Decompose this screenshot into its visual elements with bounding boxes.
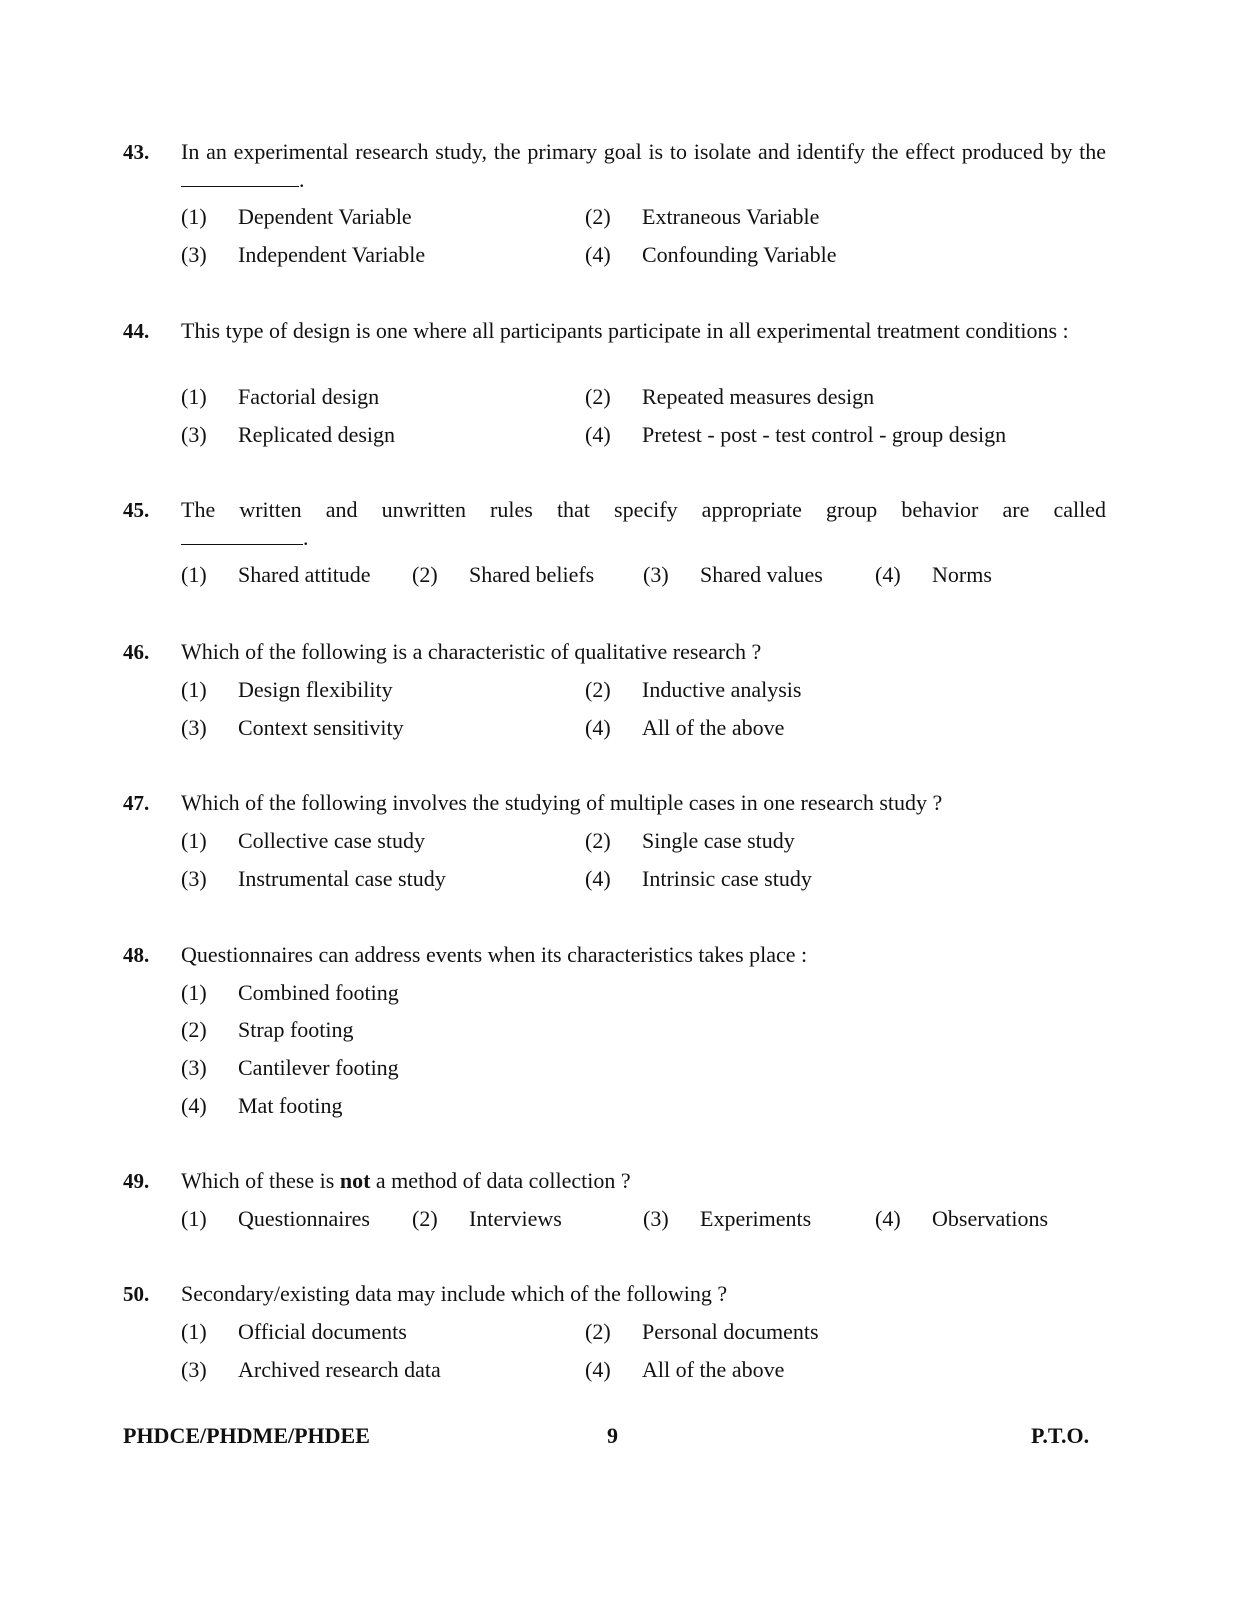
option-number: (2) (585, 204, 611, 229)
option-number: (2) (585, 1319, 611, 1344)
question-number: 50. (123, 1282, 150, 1306)
option-number: (1) (181, 562, 207, 587)
question-text (181, 1167, 1106, 1195)
question-number: 45. (123, 498, 150, 522)
option-text: Shared values (700, 562, 823, 587)
answer-blank (181, 526, 303, 545)
question-text-part: . (299, 167, 305, 192)
option-number: (3) (643, 562, 669, 587)
option-number: (4) (181, 1093, 207, 1118)
option-text: Shared attitude (238, 562, 371, 587)
option-text: Experiments (700, 1206, 812, 1231)
question-text: This type of design is one where all participants participate in all experimental treatment conditions : (181, 318, 1069, 343)
question-text-part: The written and unwritten rules that specify appropriate group behavior are called (181, 497, 1106, 522)
option-text: Questionnaires (238, 1206, 370, 1231)
question-text: Which of the following involves the studying of multiple cases in one research study ? (181, 790, 943, 815)
option-text: Replicated design (238, 422, 396, 447)
option-text: Personal documents (642, 1319, 819, 1344)
option-text: Single case study (642, 828, 795, 853)
option-number: (1) (181, 677, 207, 702)
option-number: (3) (181, 866, 207, 891)
option-number: (3) (181, 422, 207, 447)
option-text: Mat footing (238, 1093, 343, 1118)
option-text: Official documents (238, 1319, 407, 1344)
pto-label: P.T.O. (1031, 1423, 1090, 1448)
footer-code: PHDCE/PHDME/PHDEE (123, 1423, 370, 1448)
question-text-part: Which of these is (181, 1168, 340, 1193)
question-number: 49. (123, 1169, 150, 1193)
option-number: (3) (181, 1357, 207, 1382)
question-text (181, 496, 1106, 524)
option-text: Extraneous Variable (642, 204, 820, 229)
option-number: (1) (181, 1206, 207, 1231)
option-text: Norms (932, 562, 992, 587)
option-text: Instrumental case study (238, 866, 446, 891)
option-text: Archived research data (238, 1357, 441, 1382)
question-number: 44. (123, 319, 150, 343)
option-number: (2) (585, 828, 611, 853)
question-text-part: a method of data collection ? (370, 1168, 631, 1193)
answer-blank (181, 168, 299, 187)
option-number: (2) (412, 1206, 438, 1231)
option-number: (1) (181, 204, 207, 229)
question-text-part: . (303, 525, 309, 550)
option-number: (3) (181, 715, 207, 740)
option-text: All of the above (642, 715, 785, 740)
option-text: Independent Variable (238, 242, 426, 267)
option-text: Shared beliefs (469, 562, 595, 587)
question-blank-line (181, 524, 1106, 552)
question-text: Secondary/existing data may include which of the following ? (181, 1281, 728, 1306)
option-number: (2) (181, 1017, 207, 1042)
option-number: (1) (181, 828, 207, 853)
option-number: (4) (585, 715, 611, 740)
option-number: (1) (181, 384, 207, 409)
option-text: Collective case study (238, 828, 425, 853)
option-text: Observations (932, 1206, 1049, 1231)
option-text: Factorial design (238, 384, 380, 409)
question-text (181, 138, 1106, 194)
question-text-part: In an experimental research study, the primary goal is to isolate and identify the effect produced by the (181, 139, 1106, 164)
option-number: (4) (585, 866, 611, 891)
question-text: Which of the following is a characteristic of qualitative research ? (181, 639, 762, 664)
option-number: (2) (412, 562, 438, 587)
question-number: 43. (123, 140, 150, 164)
question-number: 47. (123, 791, 150, 815)
option-number: (4) (875, 1206, 901, 1231)
option-number: (1) (181, 980, 207, 1005)
option-number: (4) (585, 242, 611, 267)
option-text: Context sensitivity (238, 715, 404, 740)
option-text: Design flexibility (238, 677, 393, 702)
option-text: All of the above (642, 1357, 785, 1382)
option-text: Combined footing (238, 980, 399, 1005)
option-text: Strap footing (238, 1017, 354, 1042)
option-number: (3) (643, 1206, 669, 1231)
option-number: (3) (181, 242, 207, 267)
option-text: Inductive analysis (642, 677, 802, 702)
question-text: Questionnaires can address events when its characteristics takes place : (181, 942, 808, 967)
option-text: Repeated measures design (642, 384, 875, 409)
option-text: Interviews (469, 1206, 562, 1231)
page-number: 9 (607, 1423, 618, 1448)
emphasis-word: not (339, 1168, 371, 1193)
question-number: 48. (123, 943, 150, 967)
option-text: Cantilever footing (238, 1055, 399, 1080)
option-number: (4) (875, 562, 901, 587)
option-text: Intrinsic case study (642, 866, 812, 891)
option-number: (3) (181, 1055, 207, 1080)
option-number: (4) (585, 422, 611, 447)
option-text: Dependent Variable (238, 204, 412, 229)
question-number: 46. (123, 640, 150, 664)
option-text: Confounding Variable (642, 242, 837, 267)
option-text: Pretest - post - test control - group design (642, 422, 1007, 447)
option-number: (2) (585, 677, 611, 702)
option-number: (1) (181, 1319, 207, 1344)
option-number: (4) (585, 1357, 611, 1382)
option-number: (2) (585, 384, 611, 409)
